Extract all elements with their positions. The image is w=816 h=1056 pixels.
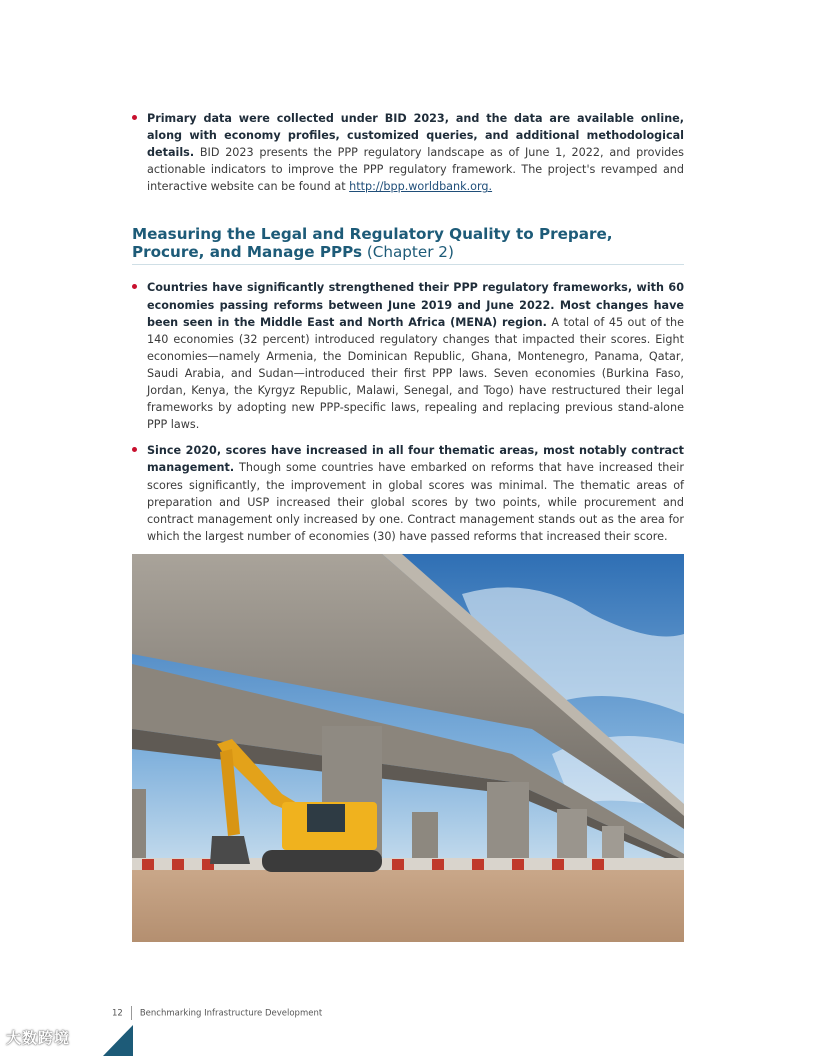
bullet-reforms [132, 279, 684, 433]
bullet-text: Though some countries have embarked on reforms that have increased their scores significantly, the improvement in global scores was minimal. The thematic areas of preparation and USP increased their global scores by two points, while procurement and contract management only increased by one. Contract management stands out as the area for which the largest number of economies (30) have passed reforms that increased their score. [147, 461, 684, 543]
bullet-text: BID 2023 presents the PPP regulatory landscape as of June 1, 2022, and provides actionable indicators to improve the PPP regulatory framework. The project's revamped and interactive website can be found at [147, 146, 684, 194]
watermark: 大数跨境 [6, 1029, 71, 1047]
bullet-bold-text: Primary data were collected under BID 2023, and the data are available online, along with economy profiles, customized queries, and additional methodological details. [147, 112, 684, 160]
section-heading-text: Measuring the Legal and Regulatory Quality to Prepare, Procure, and Manage PPPs [132, 225, 613, 262]
corner-accent [103, 1025, 133, 1056]
footer-title: Benchmarking Infrastructure Development [139, 1008, 323, 1019]
page-number: 12 [112, 1008, 123, 1019]
ground [132, 870, 684, 942]
bullet-dot [132, 115, 137, 120]
section-chapter: (Chapter 2) [362, 243, 454, 262]
section-heading [132, 225, 684, 265]
bullet-text: A total of 45 out of the 140 economies (32 percent) introduced regulatory changes that impacted their scores. Eight economies—namely Armenia, the Dominican Republic, Ghana, Montenegro, Panama, Qatar, Saudi Arabia, and Sudan—introduced their first PPP laws. Seven economies (Burkina Faso, Jordan, Kenya, the Kyrgyz Republic, Malawi, Senegal, and Togo) have restructured their legal frameworks by adopting new PPP-specific laws, repealing and replacing previous stand-alone PPP laws. [147, 315, 684, 432]
bullet-bold-text: Since 2020, scores have increased in all four thematic areas, most notably contract management. [147, 444, 684, 475]
website-link[interactable]: http://bpp.worldbank.org. [349, 180, 493, 194]
footer-divider [131, 1006, 132, 1020]
bullet-scores [132, 442, 684, 545]
page-footer [112, 1006, 322, 1020]
bullet-dot [132, 447, 137, 452]
bullet-primary-data [132, 110, 684, 195]
main-content [132, 110, 684, 545]
overpass-construction-photo [132, 554, 684, 942]
bullet-dot [132, 284, 137, 289]
bullet-bold-text: Countries have significantly strengthened their PPP regulatory frameworks, with 60 economies passing reforms between June 2019 and June 2022. Most changes have been seen in the Middle East and North Africa (MENA) region. [147, 281, 684, 329]
pillar [132, 789, 146, 869]
